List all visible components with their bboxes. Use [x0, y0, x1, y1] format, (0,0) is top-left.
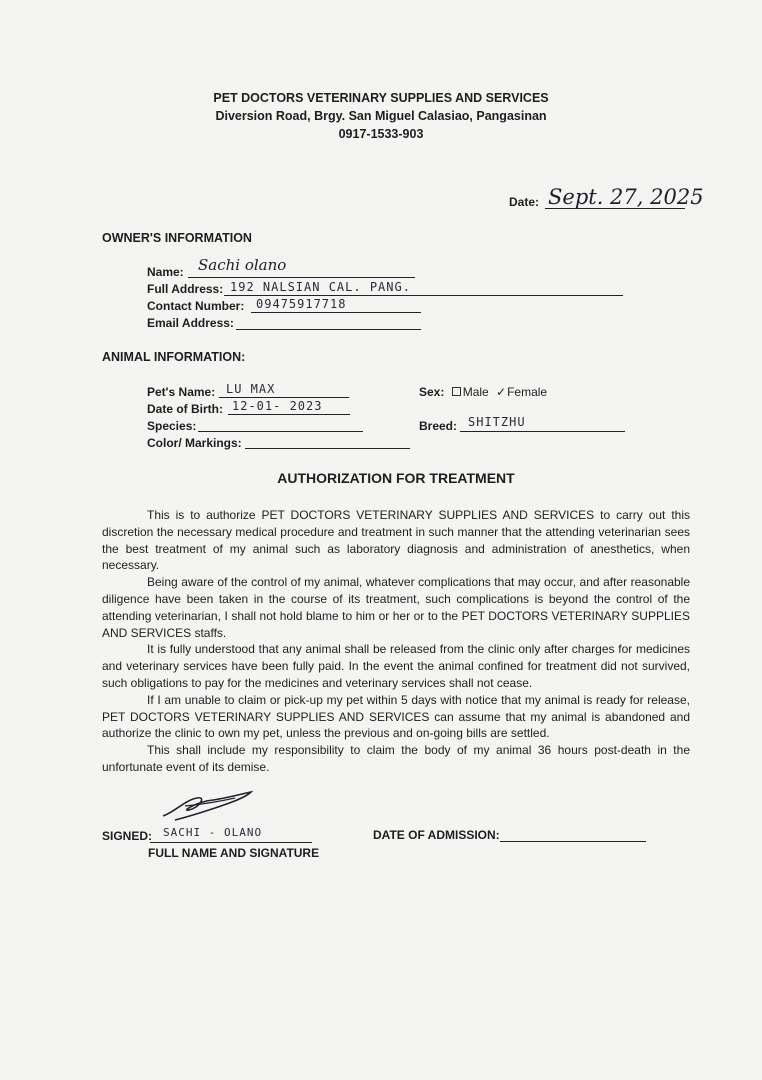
sex-male-option: Male	[462, 385, 489, 399]
admission-date-line	[500, 841, 646, 842]
owner-address-value: 192 NALSIAN CAL. PANG.	[230, 280, 411, 294]
authorization-paragraph: This shall include my responsibility to claim the body of my animal 36 hours post-death in the unfortunate event of its demise.	[102, 743, 690, 774]
pet-name-value: LU MAX	[226, 382, 276, 396]
clinic-address: Diversion Road, Brgy. San Miguel Calasiao, Pangasinan	[215, 109, 547, 123]
color-markings-line	[245, 448, 410, 449]
pet-name-line	[219, 397, 349, 398]
species-label: Species:	[147, 419, 197, 433]
signed-name: SACHI - OLANO	[163, 826, 263, 839]
date-value: Sept. 27, 2025	[548, 185, 704, 209]
signature-caption: FULL NAME AND SIGNATURE	[148, 846, 320, 860]
clinic-header	[0, 89, 762, 143]
owner-address-label: Full Address:	[147, 282, 224, 296]
pet-name-label: Pet's Name:	[147, 385, 216, 399]
sex-male-checkbox[interactable]	[452, 387, 461, 396]
owner-email-line	[236, 329, 421, 330]
owner-name-label: Name:	[147, 265, 184, 279]
animal-heading: ANIMAL INFORMATION:	[102, 350, 246, 364]
species-line	[198, 431, 363, 432]
owner-name-line	[188, 277, 415, 278]
owner-contact-line	[251, 312, 421, 313]
sex-field	[419, 385, 547, 399]
color-markings-label: Color/ Markings:	[147, 436, 242, 450]
sex-female-option: Female	[507, 385, 548, 399]
date-label: Date:	[509, 195, 540, 209]
breed-line	[460, 431, 625, 432]
clinic-name: PET DOCTORS VETERINARY SUPPLIES AND SERVICES	[213, 91, 549, 105]
owner-name-value: Sachi olano	[198, 256, 287, 274]
clinic-phone: 0917-1533-903	[338, 127, 424, 141]
authorization-paragraph: Being aware of the control of my animal, whatever complications that may occur, and after reasonable diligence have been taken in the course of its treatment, such complications is beyond the control of the attending veterinarian, I shall not hold blame to him or her or to the PET DOCTORS VETERINARY SUPPLIES AND SERVICES staffs.	[102, 575, 690, 640]
authorization-paragraph: If I am unable to claim or pick-up my pet within 5 days with notice that my animal is ready for release, PET DOCTORS VETERINARY SUPPLIES AND SERVICES can assume that my animal is abandoned and authorize the clinic to own my pet, unless the previous and on-going bills are settled.	[102, 692, 690, 741]
owner-heading: OWNER'S INFORMATION	[102, 231, 252, 245]
breed-value: SHITZHU	[468, 415, 526, 429]
sex-label: Sex:	[419, 385, 445, 399]
owner-email-label: Email Address:	[147, 316, 234, 330]
signed-label: SIGNED:	[102, 829, 153, 843]
authorization-body	[102, 507, 690, 776]
owner-contact-value: 09475917718	[256, 297, 347, 311]
sex-female-checkbox[interactable]: ✓	[496, 385, 507, 399]
dob-line	[228, 414, 350, 415]
handwritten-signature	[155, 786, 265, 826]
authorization-title: AUTHORIZATION FOR TREATMENT	[277, 470, 515, 486]
admission-date-label: DATE OF ADMISSION:	[373, 828, 500, 842]
owner-contact-label: Contact Number:	[147, 299, 245, 313]
dob-label: Date of Birth:	[147, 402, 223, 416]
dob-value: 12-01- 2023	[232, 399, 323, 413]
owner-address-line	[224, 295, 623, 296]
authorization-paragraph: It is fully understood that any animal shall be released from the clinic only after charges for medicines and veterinary services have been fully paid. In the event the animal confined for treatment did not survived, such obligations to pay for the medicines and veterinary services shall not cease.	[102, 642, 690, 690]
signed-line	[150, 842, 312, 843]
authorization-paragraph: This is to authorize PET DOCTORS VETERINARY SUPPLIES AND SERVICES to carry out this discretion the necessary medical procedure and treatment in such manner that the attending veterinarian sees the best treatment of my animal such as laboratory diagnosis and administration of anesthetics, when necessary.	[102, 508, 690, 573]
breed-label: Breed:	[419, 419, 458, 433]
